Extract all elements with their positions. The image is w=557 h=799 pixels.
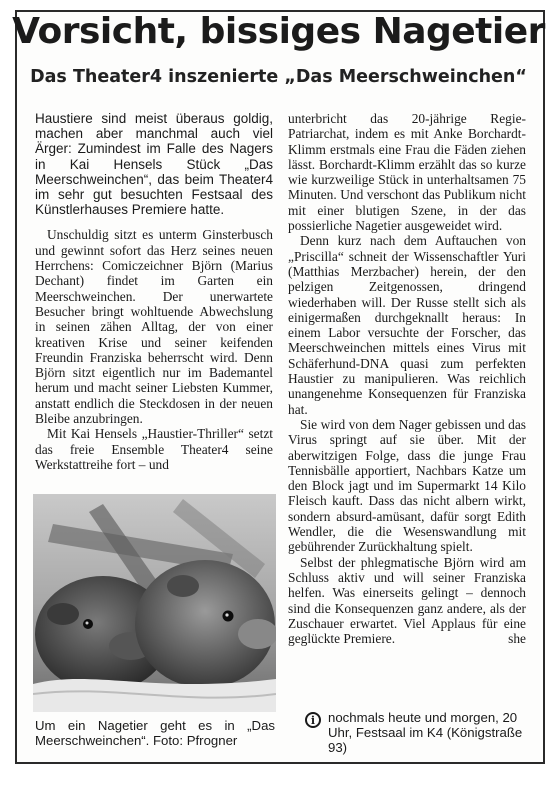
article-paragraph: Mit Kai Hensels „Haustier-Thriller“ setzt das freie Ensemble Theater4 seine Werkstattreihe fort – und xyxy=(35,426,273,472)
article-subheadline: Das Theater4 inszenierte „Das Meerschweinchen“ xyxy=(30,67,527,87)
article-paragraph: unterbricht das 20-jährige Regie-Patriarchat, indem es mit Anke Borchardt-Klimm erstmals eine Frau die Fäden ziehen lässt. Borchardt-Klimm erzählt das so kurze wie kurzweilige Stück in unterhaltsamen 75 Minuten. Und verschont das Publikum nicht mit einer blutigen Szene, in der das possierliche Nagetier ausgeweidet wird. xyxy=(288,111,526,234)
author-initials: she xyxy=(508,631,526,647)
guinea-pig-photo xyxy=(33,494,276,712)
guinea-pig-image xyxy=(33,494,276,712)
article-paragraph: Unschuldig sitzt es unterm Ginsterbusch und gewinnt sofort das Herz seines neuen Herrchens: Comiczeichner Björn (Marius Dechant) findet im Garten ein Meerschweinchen. Der unerwartete Besucher bringt wohltuende Abwechslung in seinen zähen Alltag, der von einer kreativen Krise und seiner keifenden Freundin Franziska beherrscht wird. Denn Björn sitzt eigentlich nur im Bademantel herum und macht seiner Liebsten Kummer, anstatt endlich die Steckdosen in der neuen Bleibe anzubringen. xyxy=(35,227,273,426)
article-lead: Haustiere sind meist überaus goldig, machen aber manchmal auch viel Ärger: Zumindest im Falle des Nagers in Kai Hensels Stück „Das Meerschweinchen“, das beim Theater4 im sehr gut besuchten Festsaal des Künstlerhauses Premiere hatte. xyxy=(35,111,273,218)
info-icon: i xyxy=(305,712,321,728)
article-column-right xyxy=(288,111,526,647)
article-headline: Vorsicht, bissiges Nagetier xyxy=(12,11,545,52)
performance-info-text: nochmals heute und morgen, 20 Uhr, Festsaal im K4 (Königstraße 93) xyxy=(328,710,523,755)
article-column-left xyxy=(35,111,273,472)
article-paragraph: Sie wird von dem Nager gebissen und das Virus springt auf sie über. Mit der aberwitzigen Folge, dass die junge Frau Tennisbälle apportiert, Nachbars Katze um den Block jagt und im Supermarkt 14 Kilo Fleisch kauft. Dass das nicht albern wirkt, sondern absurd-amüsant, dafür sorgt Edith Wendler, die die Wesenswandlung mit gebührender Zurückhaltung spielt. xyxy=(288,416,526,555)
article-paragraph: Selbst der phlegmatische Björn wird am Schluss aktiv und will seiner Franziska helfen. Was einerseits gelingt – dennoch sind die Konsequenzen ganz andere, als der Zuschauer erwartet. Viel Applaus für eine geglückte Premiere. xyxy=(288,554,526,647)
photo-caption: Um ein Nagetier geht es in „Das Meerschweinchen“. Foto: Pfrogner xyxy=(35,718,275,748)
article-paragraph: Denn kurz nach dem Auftauchen von „Priscilla“ schneit der Wissenschaftler Yuri (Matthias Merzbacher) herein, der den pelzigen Zeitgenossen, dringend wiederhaben will. Der Russe stellt sich als einigermaßen durchgeknallt heraus: In einem Labor versuchte der Forscher, das Meerschweinchen mittels eines Virus mit Schäferhund-DNA quasi zum perfekten Haustier zu manipulieren. Was reichlich unangenehme Konsequenzen für Franziska hat. xyxy=(288,233,526,417)
